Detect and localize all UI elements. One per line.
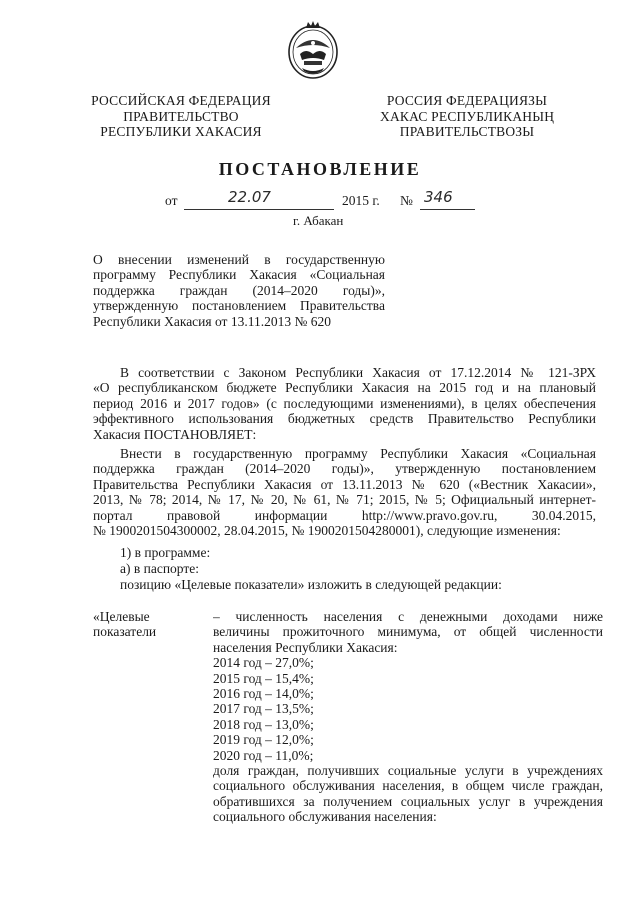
point-line: № 1900201504300002, 28.04.2015, № 1900201504280001), следующие изменения:	[93, 522, 561, 538]
point-paragraph	[93, 446, 596, 538]
targets-line: доля граждан, получивших социальные услуги в учреждениях	[213, 762, 603, 778]
targets-line: 2015 год – 15,4%;	[213, 670, 314, 686]
header-left	[88, 93, 274, 140]
subpoint-1: 1) в программе:	[120, 545, 211, 560]
targets-line: 2014 год – 27,0%;	[213, 655, 314, 671]
date-year: 2015 г.	[342, 193, 380, 208]
targets-line: 2020 год – 11,0%;	[213, 747, 314, 763]
targets-line: 2016 год – 14,0%;	[213, 685, 314, 701]
subject-line: поддержка граждан (2014–2020 годы)»,	[93, 282, 385, 298]
preamble-line: период 2016 и 2017 годов» (с последующими изменениями), в целях обеспечения	[93, 395, 596, 411]
point-line: 2013, № 78; 2014, № 17, № 20, № 61, № 71; 2015, № 5; Официальный интернет-	[93, 492, 596, 508]
subpoint-a: а) в паспорте:	[120, 561, 200, 576]
point-line: Внести в государственную программу Республики Хакасия «Социальная	[120, 446, 596, 461]
date-underline	[184, 209, 334, 210]
header-right-line: ХАКАС РЕСПУБЛИКАНЫҢ	[380, 108, 555, 124]
preamble-line: эффективного использования бюджетных средств Правительство Республики	[93, 411, 596, 427]
targets-line: – численность населения с денежными доходами ниже	[213, 609, 603, 624]
preamble-paragraph	[93, 365, 596, 442]
number-label: №	[400, 193, 413, 208]
targets-value-cell	[213, 609, 603, 824]
number-underline	[420, 209, 475, 210]
targets-line: обратившихся за получением социальных услуг в учреждения	[213, 793, 603, 809]
targets-line: 2018 год – 13,0%;	[213, 716, 314, 732]
targets-label-line: показатели	[93, 624, 157, 640]
subject-line: утвержденную постановлением Правительства	[93, 298, 385, 314]
date-handwritten: 22.07	[228, 188, 271, 206]
targets-label-line: «Целевые	[93, 609, 150, 624]
header-right-line: ПРАВИТЕЛЬСТВОЗЫ	[399, 124, 535, 139]
header-left-line: РЕСПУБЛИКИ ХАКАСИЯ	[100, 124, 262, 139]
targets-line: социального обслуживания населения, в общем числе граждан,	[213, 778, 603, 794]
point-line: портал правовой информации http://www.pravo.gov.ru, 30.04.2015,	[93, 507, 596, 523]
city-name: г. Абакан	[293, 213, 344, 228]
point-line: поддержка граждан (2014–2020 годы)», утвержденную постановлением	[93, 461, 596, 477]
number-handwritten: 346	[424, 188, 453, 206]
targets-label-cell	[93, 609, 193, 640]
targets-line: 2017 год – 13,5%;	[213, 701, 314, 717]
preamble-line: В соответствии с Законом Республики Хакасия от 17.12.2014 № 121-ЗРХ	[120, 365, 596, 380]
document-title: ПОСТАНОВЛЕНИЕ	[218, 159, 422, 179]
targets-line: величины прожиточного минимума, от общей численности	[213, 624, 603, 640]
targets-line: социального обслуживания населения:	[213, 809, 437, 825]
targets-line: населения Республики Хакасия:	[213, 639, 398, 655]
header-left-line: РОССИЙСКАЯ ФЕДЕРАЦИЯ	[91, 93, 271, 108]
subject-line: программу Республики Хакасия «Социальная	[93, 267, 385, 283]
preamble-line: Хакасия ПОСТАНОВЛЯЕТ:	[93, 426, 257, 442]
header-right	[380, 93, 554, 140]
point-line: Правительства Республики Хакасия от 13.11.2013 № 620 («Вестник Хакасии»,	[93, 476, 596, 492]
document-subject	[93, 252, 385, 329]
preamble-line: «О республиканском бюджете Республики Хакасия на 2015 год и на плановый	[93, 380, 596, 396]
header-left-line: ПРАВИТЕЛЬСТВО	[123, 108, 239, 124]
subject-line: О внесении изменений в государственную	[93, 252, 385, 267]
coat-of-arms-emblem	[284, 18, 342, 82]
targets-line: 2019 год – 12,0%;	[213, 732, 314, 748]
header-right-line: РОССИЯ ФЕДЕРАЦИЯЗЫ	[386, 93, 548, 108]
subpoint-instruction: позицию «Целевые показатели» изложить в следующей редакции:	[120, 577, 502, 592]
subject-line: Республики Хакасия от 13.11.2013 № 620	[93, 313, 331, 329]
date-from-label: от	[165, 193, 178, 208]
